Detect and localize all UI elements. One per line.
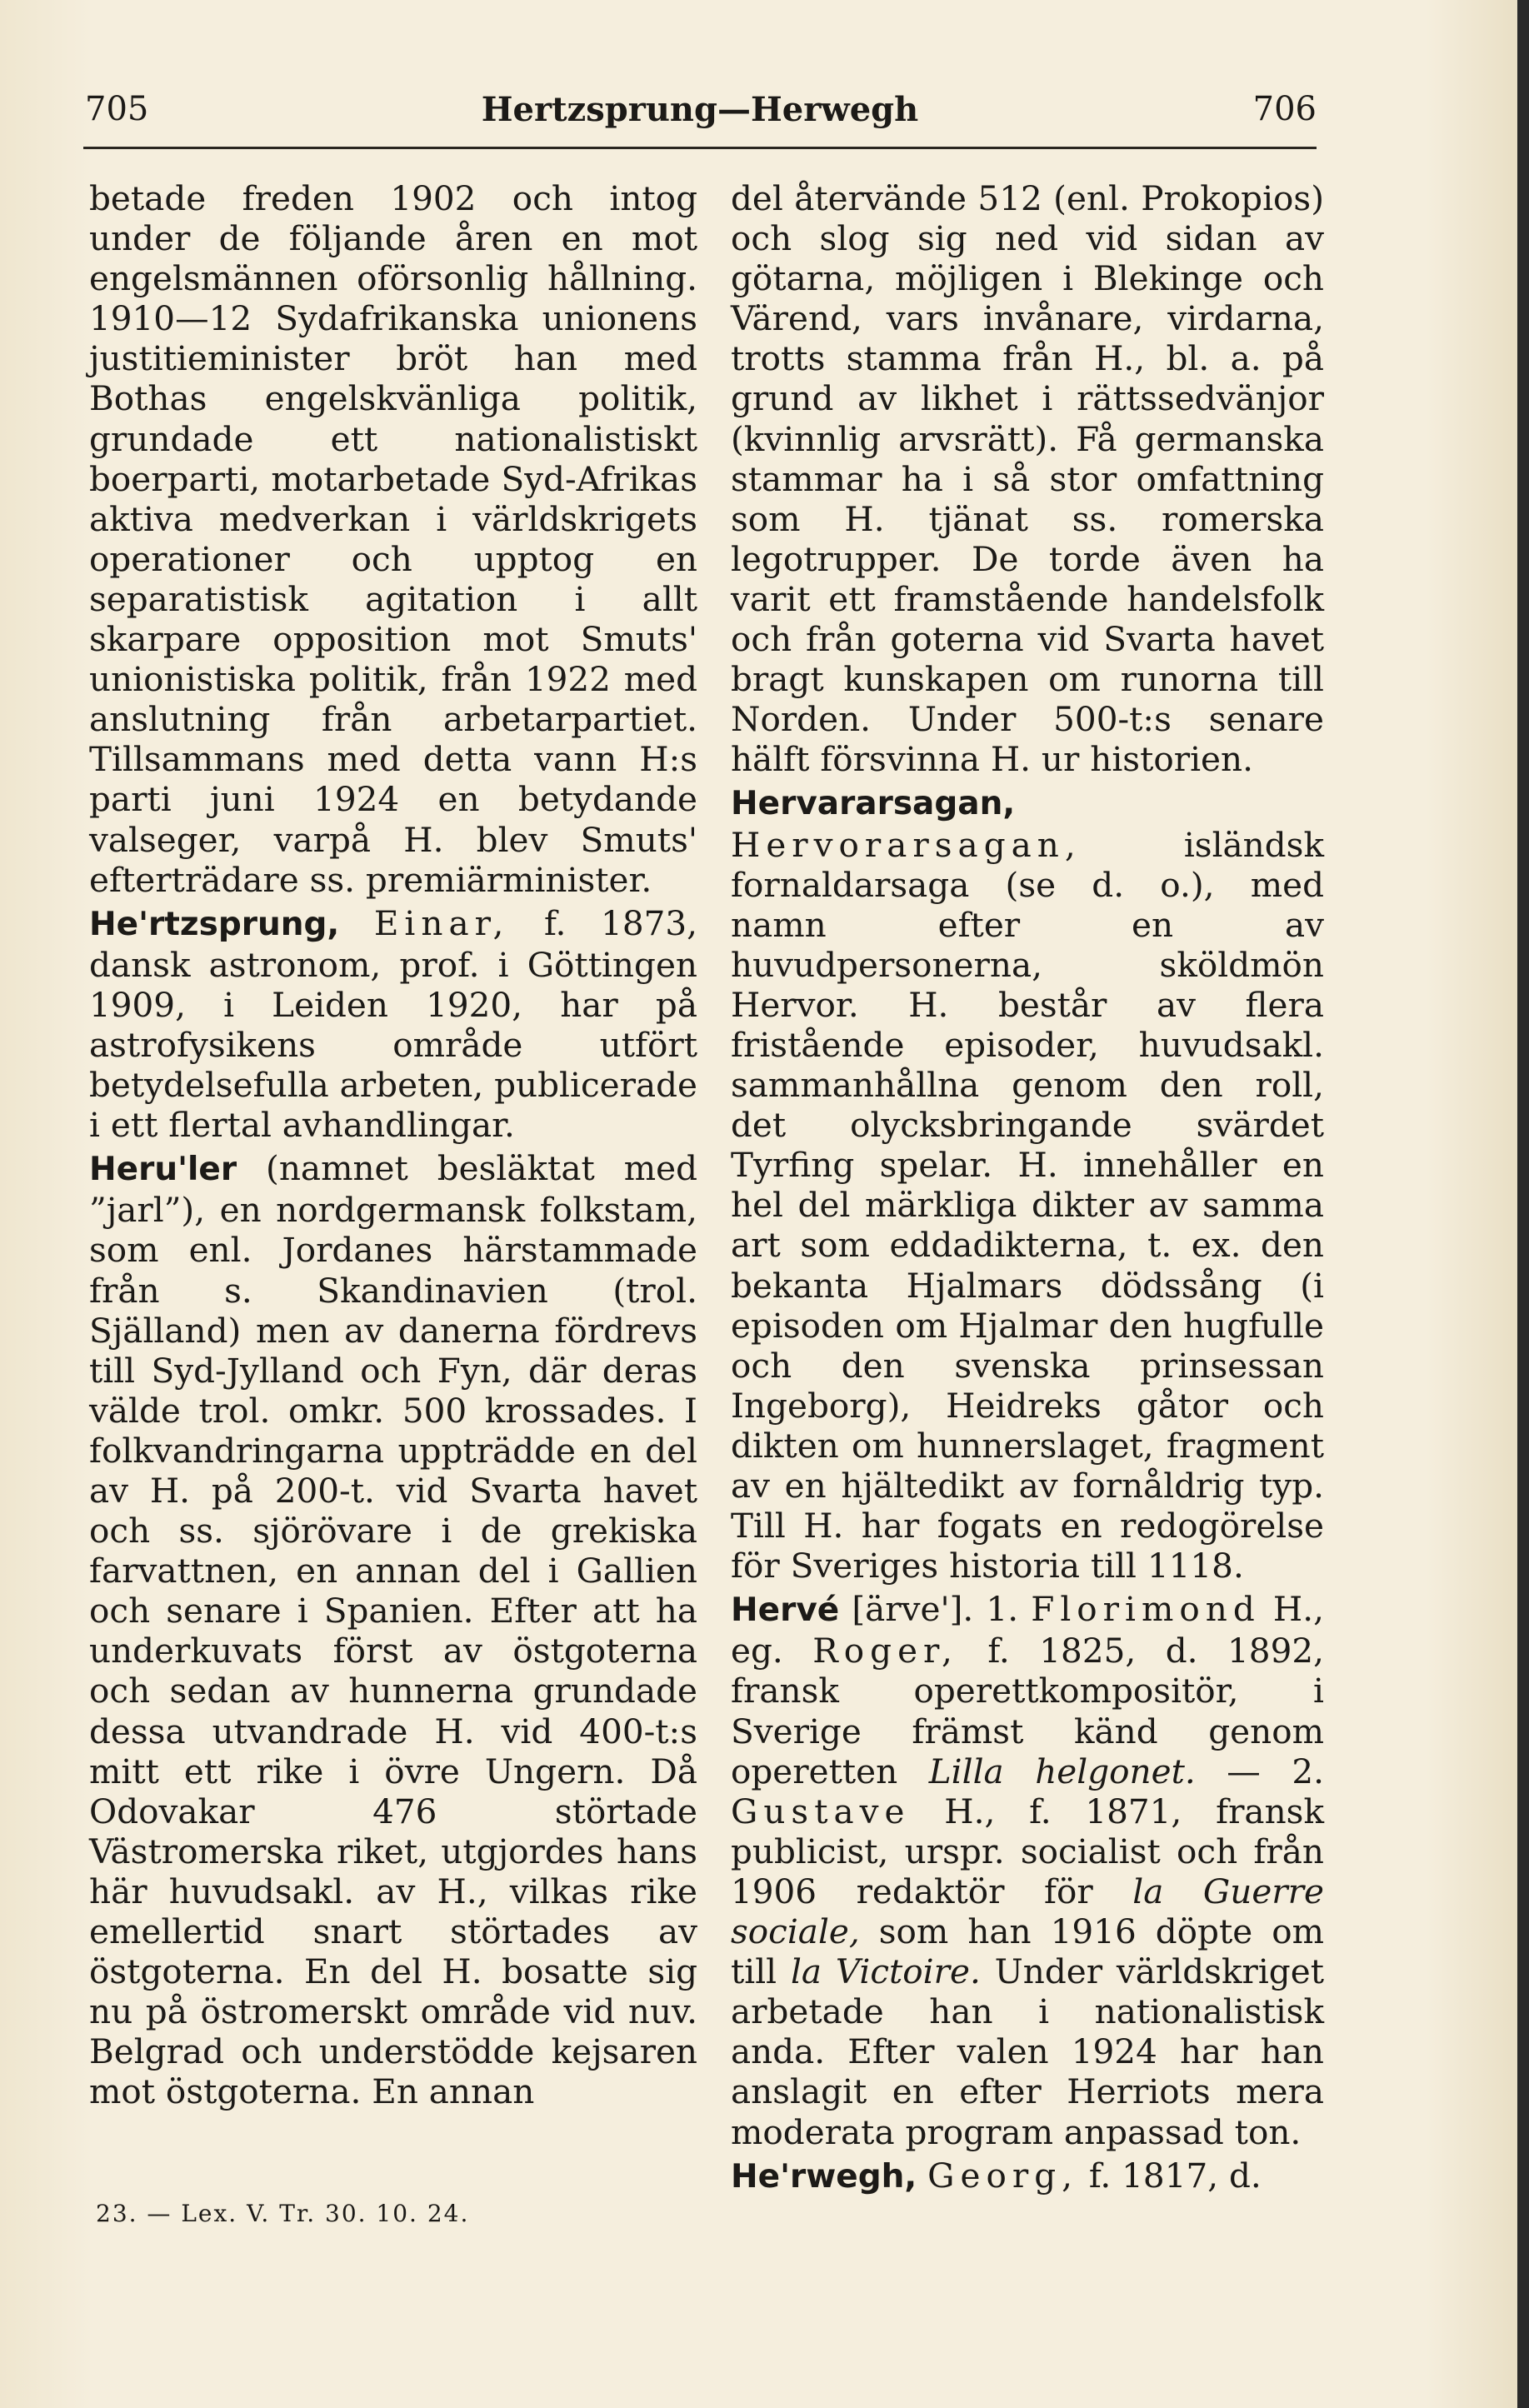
right-column <box>731 178 1324 2197</box>
entry-headword: He'rtzsprung, <box>89 905 340 943</box>
paragraph-continuation: betade freden 1902 och intog under de följande åren en mot engelsmännen oförsonlig hållning. 1910—12 Sydafrikanska unionens justitieminister bröt han med Bothas engelskvänliga politik, grundade ett nationalistiskt boerparti, motarbetade Syd-Afrikas aktiva medverkan i världskrigets operationer och upptog en separatistisk agitation i allt skarpare opposition mot Smuts' unionistiska politik, från 1922 med anslutning från arbetarpartiet. Tillsammans med detta vann H:s parti juni 1924 en betydande valseger, varpå H. blev Smuts' efterträdare ss. premiärminister. <box>89 178 697 900</box>
entry-given-name: Gustave <box>731 1791 911 1831</box>
entry-headword: Hervararsagan, <box>731 785 1016 823</box>
entry-alt-form: Hervorarsagan, <box>731 824 1082 865</box>
entry-herwegh <box>731 2156 1324 2197</box>
entry-heruler <box>89 1148 697 2111</box>
entry-text: — 2. <box>1195 1751 1324 1791</box>
entry-work-title: la Victoire. <box>790 1951 981 1992</box>
paragraph-continuation: del återvände 512 (enl. Prokopios) och slog sig ned vid sidan av götarna, möjligen i Blekinge och Värend, vars invånare, virdarna, trotts stamma från H., bl. a. på grund av likhet i rättssedvänjor (kvinnlig arvsrätt). Få germanska stammar ha i så stor omfattning som H. tjänat ss. romerska legotrupper. De torde även ha varit ett framstående handelsfolk och från goterna vid Svarta havet bragt kunskapen om runorna till Norden. Under 500-t:s senare hälft försvinna H. ur historien. <box>731 178 1324 780</box>
entry-text: (namnet besläktat med ”jarl”), en nordgermansk folkstam, som enl. Jordanes härstammade från s. Skandinavien (trol. Själland) men av danerna fördrevs till Syd-Jylland och Fyn, där deras välde trol. omkr. 500 krossades. I folkvandringarna uppträdde en del av H. på 200-t. vid Svarta havet och ss. sjörövare i de grekiska farvattnen, en annan del i Gallien och senare i Spanien. Efter att ha underkuvats först av östgoterna och sedan av hunnerna grundade dessa utvandrade H. vid 400-t:s mitt ett rike i övre Ungern. Då Odovakar 476 störtade Västromerska riket, utgjordes hans här huvudsakl. av H., vilkas rike emellertid snart störtades av östgoterna. En del H. bosatte sig nu på östromerskt område vid nuv. Belgrad och understödde kejsaren mot östgoterna. En annan <box>89 1148 697 2112</box>
entry-text: Under världskriget arbetade han i nationalistisk anda. Efter valen 1924 har han anslagit en efter Herriots mera moderata program anpassad ton. <box>731 1951 1324 2152</box>
entry-hertzsprung <box>89 903 697 1146</box>
entry-headword: He'rwegh, <box>731 2157 917 2196</box>
entry-given-name: Roger, <box>812 1631 958 1671</box>
entry-text: f. 1817, d. <box>1078 2155 1262 2196</box>
entry-headword: Heru'ler <box>89 1151 237 1189</box>
printer-footer: 23. — Lex. V. Tr. 30. 10. 24. <box>96 2200 470 2227</box>
page-number-right: 706 <box>1252 90 1317 128</box>
entry-given-name: Florimond <box>1031 1589 1261 1630</box>
entry-text: f. 1873, dansk astronom, prof. i Göttingen 1909, i Leiden 1920, har på astrofysikens område utfört betydelsefulla arbeten, publicerade i ett flertal avhandlingar. <box>89 902 698 1146</box>
entry-text: H., eg. <box>731 1589 1324 1671</box>
entry-text: isländsk fornaldarsaga (se d. o.), med namn efter en av huvudpersonerna, sköldmön Hervor. H. består av flera fristående episoder, huvudsakl. sammanhållna genom den roll, det olycksbringande svärdet Tyrfing spelar. H. innehåller en hel del märkliga dikter av samma art som eddadikterna, t. ex. den bekanta Hjalmars dödssång (i episoden om Hjalmar den hugfulle och den svenska prinsessan Ingeborg), Heidreks gåtor och dikten om hunnerslaget, fragment av en hjältedikt av fornåldrig typ. Till H. har fogats en redogörelse för Sveriges historia till 1118. <box>731 824 1324 1586</box>
page-number-left: 705 <box>85 90 149 128</box>
header-title: Hertzsprung—Herwegh <box>481 90 919 129</box>
left-column <box>89 178 697 2112</box>
entry-text: f. 1825, d. 1892, fransk operettkompositör, i Sverige främst känd genom operetten <box>731 1631 1324 1791</box>
header-rule <box>83 147 1317 149</box>
entry-hervararsagan <box>731 782 1324 1586</box>
entry-given-name: Einar, <box>373 902 510 943</box>
entry-herve <box>731 1589 1324 2151</box>
entry-work-title: la Guerre sociale, <box>731 1871 1324 1952</box>
entry-given-name: Georg, <box>927 2155 1078 2196</box>
entry-text: [ärve']. 1. <box>839 1589 1032 1630</box>
running-header <box>83 90 1317 140</box>
entry-text: H., f. 1871, fransk publicist, urspr. socialist och från 1906 redaktör för <box>731 1791 1324 1911</box>
entry-text: som han 1916 döpte om till <box>731 1911 1324 1992</box>
entry-work-title: Lilla helgonet. <box>928 1751 1196 1791</box>
entry-headword: Hervé <box>731 1591 840 1630</box>
